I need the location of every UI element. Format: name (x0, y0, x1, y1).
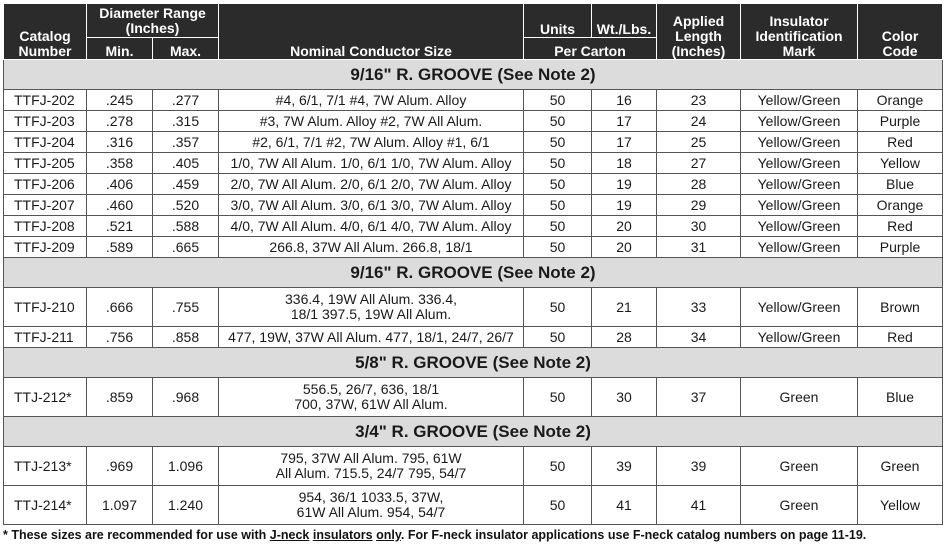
header-applied-length: Applied Length (Inches) (657, 4, 741, 60)
weight-cell: 17 (592, 111, 657, 132)
conductor-size-line: 954, 36/1 1033.5, 37W, (298, 489, 444, 505)
table-row (4, 237, 943, 258)
insulator-mark-cell: Yellow/Green (741, 90, 858, 111)
units-cell: 50 (524, 237, 592, 258)
diameter-min-cell: .666 (87, 288, 153, 327)
catalog-number-cell: TTFJ-210 (4, 288, 87, 327)
applied-length-cell: 33 (657, 288, 741, 327)
color-code-cell: Brown (858, 288, 943, 327)
conductor-size-line: 477, 19W, 37W All Alum. 477, 18/1, 24/7, 26/7 (228, 328, 514, 345)
conductor-size-cell (219, 174, 524, 195)
catalog-table-wrapper (3, 3, 942, 525)
conductor-size-line: 3/0, 7W All Alum. 3/0, 6/1 3/0, 7W Alum. Alloy (230, 196, 512, 213)
units-cell: 50 (524, 216, 592, 237)
insulator-mark-cell: Yellow/Green (741, 327, 858, 348)
conductor-size-line: 700, 37W, 61W All Alum. (294, 396, 448, 412)
section-title: 3/4" R. GROOVE (See Note 2) (4, 417, 943, 447)
conductor-size-cell (219, 288, 524, 327)
conductor-size-line: 795, 37W All Alum. 795, 61W (280, 450, 462, 466)
applied-length-cell: 37 (657, 378, 741, 417)
applied-length-cell: 31 (657, 237, 741, 258)
conductor-size-line: #2, 6/1, 7/1 #2, 7W Alum. Alloy #1, 6/1 (252, 133, 490, 150)
diameter-max-cell: .315 (153, 111, 219, 132)
color-code-cell: Orange (858, 90, 943, 111)
diameter-max-cell: .588 (153, 216, 219, 237)
catalog-number-cell: TTFJ-205 (4, 153, 87, 174)
diameter-min-cell: .521 (87, 216, 153, 237)
conductor-size-cell (219, 486, 524, 525)
units-cell: 50 (524, 288, 592, 327)
diameter-max-cell: .755 (153, 288, 219, 327)
insulator-mark-cell: Green (741, 378, 858, 417)
table-row (4, 132, 943, 153)
weight-cell: 30 (592, 378, 657, 417)
catalog-number-cell: TTFJ-211 (4, 327, 87, 348)
diameter-min-cell: .969 (87, 447, 153, 486)
conductor-size-line: 1/0, 7W All Alum. 1/0, 6/1 1/0, 7W Alum. Alloy (230, 154, 512, 171)
catalog-number-cell: TTJ-213* (4, 447, 87, 486)
color-code-cell: Yellow (858, 153, 943, 174)
insulator-mark-cell: Yellow/Green (741, 153, 858, 174)
table-row (4, 111, 943, 132)
color-code-cell: Purple (858, 237, 943, 258)
header-wt-lbs: Wt./Lbs. (592, 4, 657, 38)
applied-length-cell: 41 (657, 486, 741, 525)
diameter-max-cell: .968 (153, 378, 219, 417)
catalog-number-cell: TTFJ-208 (4, 216, 87, 237)
section-title: 5/8" R. GROOVE (See Note 2) (4, 348, 943, 378)
table-row (4, 153, 943, 174)
conductor-size-line: 4/0, 7W All Alum. 4/0, 6/1 4/0, 7W Alum. Alloy (230, 217, 512, 234)
conductor-size-cell (219, 447, 524, 486)
section-header-row (4, 417, 943, 447)
section-header-row (4, 60, 943, 90)
units-cell: 50 (524, 486, 592, 525)
diameter-min-cell: .406 (87, 174, 153, 195)
catalog-number-cell: TTFJ-206 (4, 174, 87, 195)
header-insulator-mark: Insulator Identification Mark (741, 4, 858, 60)
table-row (4, 195, 943, 216)
applied-length-cell: 30 (657, 216, 741, 237)
weight-cell: 19 (592, 195, 657, 216)
conductor-size-cell (219, 327, 524, 348)
diameter-min-cell: 1.097 (87, 486, 153, 525)
units-cell: 50 (524, 132, 592, 153)
conductor-size-line: 18/1 397.5, 19W All Alum. (290, 306, 452, 322)
applied-length-cell: 24 (657, 111, 741, 132)
catalog-table (3, 3, 943, 525)
catalog-number-cell: TTFJ-204 (4, 132, 87, 153)
conductor-size-line: All Alum. 715.5, 24/7 795, 54/7 (275, 465, 467, 481)
diameter-max-cell: .665 (153, 237, 219, 258)
diameter-min-cell: .316 (87, 132, 153, 153)
diameter-max-cell: .405 (153, 153, 219, 174)
section-title: 9/16" R. GROOVE (See Note 2) (4, 258, 943, 288)
table-row (4, 216, 943, 237)
conductor-size-line: 336.4, 19W All Alum. 336.4, (285, 291, 457, 307)
section-header-row (4, 348, 943, 378)
catalog-number-cell: TTFJ-203 (4, 111, 87, 132)
weight-cell: 16 (592, 90, 657, 111)
color-code-cell: Blue (858, 378, 943, 417)
header-color-code: Color Code (858, 4, 943, 60)
catalog-number-cell: TTJ-212* (4, 378, 87, 417)
units-cell: 50 (524, 90, 592, 111)
table-row (4, 486, 943, 525)
applied-length-cell: 23 (657, 90, 741, 111)
diameter-min-cell: .589 (87, 237, 153, 258)
insulator-mark-cell: Yellow/Green (741, 174, 858, 195)
weight-cell: 17 (592, 132, 657, 153)
conductor-size-cell (219, 378, 524, 417)
color-code-cell: Red (858, 132, 943, 153)
insulator-mark-cell: Yellow/Green (741, 288, 858, 327)
applied-length-cell: 29 (657, 195, 741, 216)
weight-cell: 41 (592, 486, 657, 525)
diameter-max-cell: 1.096 (153, 447, 219, 486)
table-row (4, 174, 943, 195)
conductor-size-line: 2/0, 7W All Alum. 2/0, 6/1 2/0, 7W Alum. Alloy (230, 175, 512, 192)
applied-length-cell: 28 (657, 174, 741, 195)
header-per-carton: Per Carton (524, 38, 657, 60)
conductor-size-cell (219, 111, 524, 132)
units-cell: 50 (524, 447, 592, 486)
diameter-min-cell: .278 (87, 111, 153, 132)
diameter-min-cell: .460 (87, 195, 153, 216)
insulator-mark-cell: Green (741, 486, 858, 525)
diameter-max-cell: .520 (153, 195, 219, 216)
units-cell: 50 (524, 111, 592, 132)
units-cell: 50 (524, 174, 592, 195)
catalog-number-cell: TTFJ-207 (4, 195, 87, 216)
weight-cell: 20 (592, 216, 657, 237)
conductor-size-cell (219, 90, 524, 111)
conductor-size-line: #3, 7W Alum. Alloy #2, 7W All Alum. (259, 112, 483, 129)
table-row (4, 90, 943, 111)
insulator-mark-cell: Yellow/Green (741, 237, 858, 258)
conductor-size-cell (219, 216, 524, 237)
applied-length-cell: 34 (657, 327, 741, 348)
applied-length-cell: 39 (657, 447, 741, 486)
diameter-min-cell: .859 (87, 378, 153, 417)
units-cell: 50 (524, 153, 592, 174)
section-header-row (4, 258, 943, 288)
footnote: * These sizes are recommended for use with J-neck insulators only. For F-neck insulator applications use F-neck catalog numbers on page 11-19. (3, 528, 867, 542)
diameter-max-cell: .459 (153, 174, 219, 195)
conductor-size-cell (219, 153, 524, 174)
units-cell: 50 (524, 327, 592, 348)
weight-cell: 18 (592, 153, 657, 174)
table-row (4, 327, 943, 348)
weight-cell: 21 (592, 288, 657, 327)
conductor-size-line: #4, 6/1, 7/1 #4, 7W Alum. Alloy (275, 91, 467, 108)
weight-cell: 20 (592, 237, 657, 258)
diameter-max-cell: .858 (153, 327, 219, 348)
color-code-cell: Red (858, 216, 943, 237)
color-code-cell: Purple (858, 111, 943, 132)
header-diameter-range: Diameter Range (Inches) (87, 4, 219, 38)
catalog-number-cell: TTJ-214* (4, 486, 87, 525)
weight-cell: 39 (592, 447, 657, 486)
applied-length-cell: 25 (657, 132, 741, 153)
units-cell: 50 (524, 195, 592, 216)
conductor-size-line: 61W All Alum. 954, 54/7 (296, 504, 446, 520)
table-row (4, 447, 943, 486)
insulator-mark-cell: Yellow/Green (741, 111, 858, 132)
conductor-size-line: 266.8, 37W All Alum. 266.8, 18/1 (269, 238, 473, 255)
color-code-cell: Blue (858, 174, 943, 195)
conductor-size-cell (219, 195, 524, 216)
footnote-jneck: J-neck (269, 528, 310, 542)
table-row (4, 378, 943, 417)
color-code-cell: Yellow (858, 486, 943, 525)
diameter-min-cell: .358 (87, 153, 153, 174)
color-code-cell: Orange (858, 195, 943, 216)
header-nominal-conductor-size: Nominal Conductor Size (219, 4, 524, 60)
header-min: Min. (87, 38, 153, 60)
units-cell: 50 (524, 378, 592, 417)
weight-cell: 28 (592, 327, 657, 348)
weight-cell: 19 (592, 174, 657, 195)
insulator-mark-cell: Green (741, 447, 858, 486)
insulator-mark-cell: Yellow/Green (741, 195, 858, 216)
footnote-insulators: insulators (312, 528, 373, 542)
conductor-size-line: 556.5, 26/7, 636, 18/1 (302, 381, 440, 397)
diameter-max-cell: 1.240 (153, 486, 219, 525)
diameter-min-cell: .756 (87, 327, 153, 348)
diameter-max-cell: .277 (153, 90, 219, 111)
header-catalog-number: Catalog Number (4, 4, 87, 60)
table-row (4, 288, 943, 327)
table-body (4, 60, 943, 525)
conductor-size-cell (219, 237, 524, 258)
color-code-cell: Red (858, 327, 943, 348)
header-units: Units (524, 4, 592, 38)
color-code-cell: Green (858, 447, 943, 486)
insulator-mark-cell: Yellow/Green (741, 132, 858, 153)
header-max: Max. (153, 38, 219, 60)
catalog-number-cell: TTFJ-209 (4, 237, 87, 258)
footnote-only: only (376, 528, 401, 542)
section-title: 9/16" R. GROOVE (See Note 2) (4, 60, 943, 90)
applied-length-cell: 27 (657, 153, 741, 174)
insulator-mark-cell: Yellow/Green (741, 216, 858, 237)
diameter-max-cell: .357 (153, 132, 219, 153)
conductor-size-cell (219, 132, 524, 153)
diameter-min-cell: .245 (87, 90, 153, 111)
catalog-number-cell: TTFJ-202 (4, 90, 87, 111)
